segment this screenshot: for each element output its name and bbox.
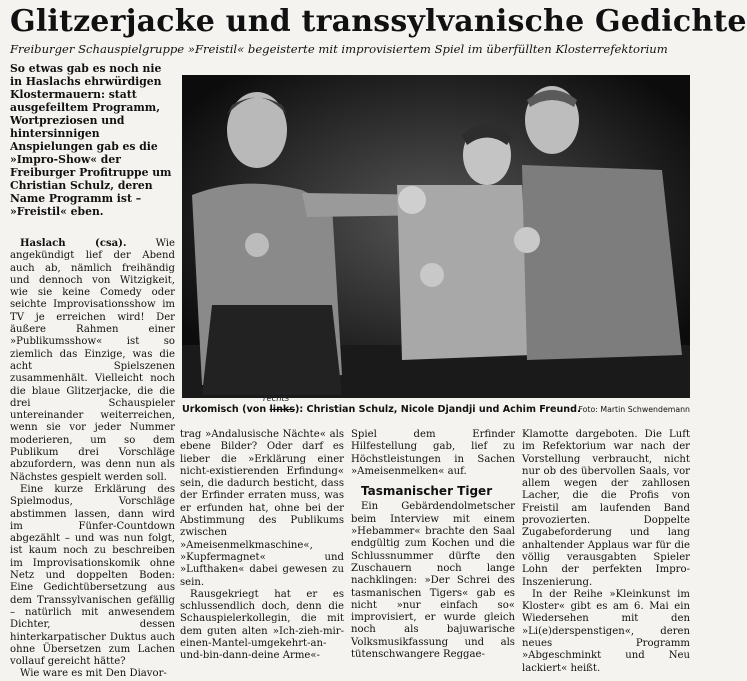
headline: Glitzerjacke und transsylvanische Gedichte bbox=[10, 4, 747, 39]
col3-subheading: Tasmanischer Tiger bbox=[361, 484, 493, 499]
caption-open: (von bbox=[238, 404, 270, 415]
dateline: Haslach (csa). bbox=[20, 238, 127, 249]
stage-photo bbox=[182, 75, 690, 398]
col4-paragraph-2: In der Reihe »Kleinkunst im Kloster« gibt es am 6. Mai ein Wiedersehen mit den »Li(e)derspenstigen«, deren neues Programm »Abgeschminkt und Neu lackiert« heißt. bbox=[522, 588, 690, 674]
lead-text: So etwas gab es noch nie in Haslachs ehrwürdigen Klostermauern: statt ausgefeiltem Programm, Wortpreziosen und hintersinnigen Anspielungen gab es die »Impro-Show« der Freiburger Profitruppe um Christian Schulz, deren Name Programm ist – »Freistil« eben. bbox=[10, 62, 172, 218]
col1-paragraph-1 bbox=[10, 238, 175, 484]
col3-paragraph-2: Ein Gebärdendolmetscher beim Interview mit einem »Hebammer« brachte den Saal endgültig zum Kochen und die Schlussnummer dürfte den Zuschauern noch lange nachklingen: »Der Schrei des tasmanischen Tigers« gab es nicht »nur einfach so« improvisiert, er wurde gleich noch als bajuwarische Volksmusikfassung und als tütenschwangere Reggae- bbox=[351, 501, 515, 661]
caption-label: Urkomisch bbox=[182, 404, 239, 415]
col1-paragraph-2: Eine kurze Erklärung des Spielmodus, Vorschläge abstimmen lassen, dann wird im Fünfer-Countdown abgezählt – und was nun folgt, ist kaum noch zu beschreiben im Improvisationskomik ohne Netz und doppelten Boden: Eine Gedichtübersetzung aus dem Transsylvanischen gefällig – natürlich mit anwesendem Dichter, dessen hinterkarpatischer Duktus auch ohne Übersetzen zum Lachen vollauf gereicht hätte? bbox=[10, 483, 175, 668]
caption-struck-word: links bbox=[269, 404, 295, 415]
col1-paragraph-3: Wie ware es mit Den Diavor- bbox=[20, 668, 167, 680]
article-column-2 bbox=[180, 429, 344, 662]
col4-paragraph-1: Klamotte dargeboten. Die Luft im Refektorium war nach der Vorstellung verbraucht, nicht nur ob des übervollen Saals, vor allem wegen der zahllosen Lacher, die die Profis von Freistil am laufenden Band provozierten. Doppelte Zugabeforderung und lang anhaltender Applaus war für die völlig verausgabten Spieler Lohn der perfekten Impro-Inszenierung. bbox=[522, 429, 690, 588]
lead-paragraph bbox=[10, 62, 175, 230]
caption-names: ): Christian Schulz, Nicole Djandji und Achim Freund. bbox=[295, 404, 581, 415]
photo-credit: Foto: Martin Schwendemann bbox=[578, 405, 690, 414]
article-column-4 bbox=[522, 429, 690, 674]
col1-text-1: Wie angekündigt lief der Abend auch ab, nämlich freihändig und dennoch von Witzigkeit, wie sie keine Comedy oder seichte Improvisationsshow im TV je erreichen wird! Der äußere Rahmen einer »Publikumsshow« ist so ziemlich das Einzige, was die acht Spielszenen zusammenhält. Vielleicht noch die blaue Glitzerjacke, die die drei Schauspieler untereinander weiterreichen, wenn sie vor jeder Nummer moderieren, um so dem Publikum drei Vorschläge abzufordern, was denn nun als Nächstes gespielt werden soll. bbox=[10, 238, 175, 483]
col2-paragraph-1: trag »Andalusische Nächte« als ebene Bilder? Oder darf es lieber die »Erklärung einer nicht-existierenden Erfindung« sein, die dadurch besticht, dass der Erfinder erraten muss, was er erfunden hat, ohne bei der Abstimmung des Publikums zwischen »Ameisenmelkmaschine«, »Kupfermagnet« und »Lufthaken« dabei gewesen zu sein. bbox=[180, 429, 344, 588]
col3-paragraph-1: Spiel dem Erfinder Hilfestellung gab, lief zu Höchstleistungen in Sachen »Ameisenmelken« auf. bbox=[351, 429, 515, 477]
col2-paragraph-2: Rausgekriegt hat er es schlussendlich doch, denn die Schauspielerkollegin, die mit dem guten alten »Ich-zieh-mir-einen-Mantel-umgekehrt-an-und-bin-dann-deine Arme«- bbox=[180, 588, 344, 662]
handwritten-correction: rechts bbox=[263, 393, 290, 403]
photo-performers bbox=[182, 75, 690, 398]
subheadline: Freiburger Schauspielgruppe »Freistil« begeisterte mit improvisiertem Spiel im überfüllten Klosterrefektorium bbox=[10, 42, 668, 56]
photo-caption bbox=[182, 404, 690, 415]
article-column-1 bbox=[10, 238, 175, 680]
article-column-3 bbox=[351, 429, 515, 661]
